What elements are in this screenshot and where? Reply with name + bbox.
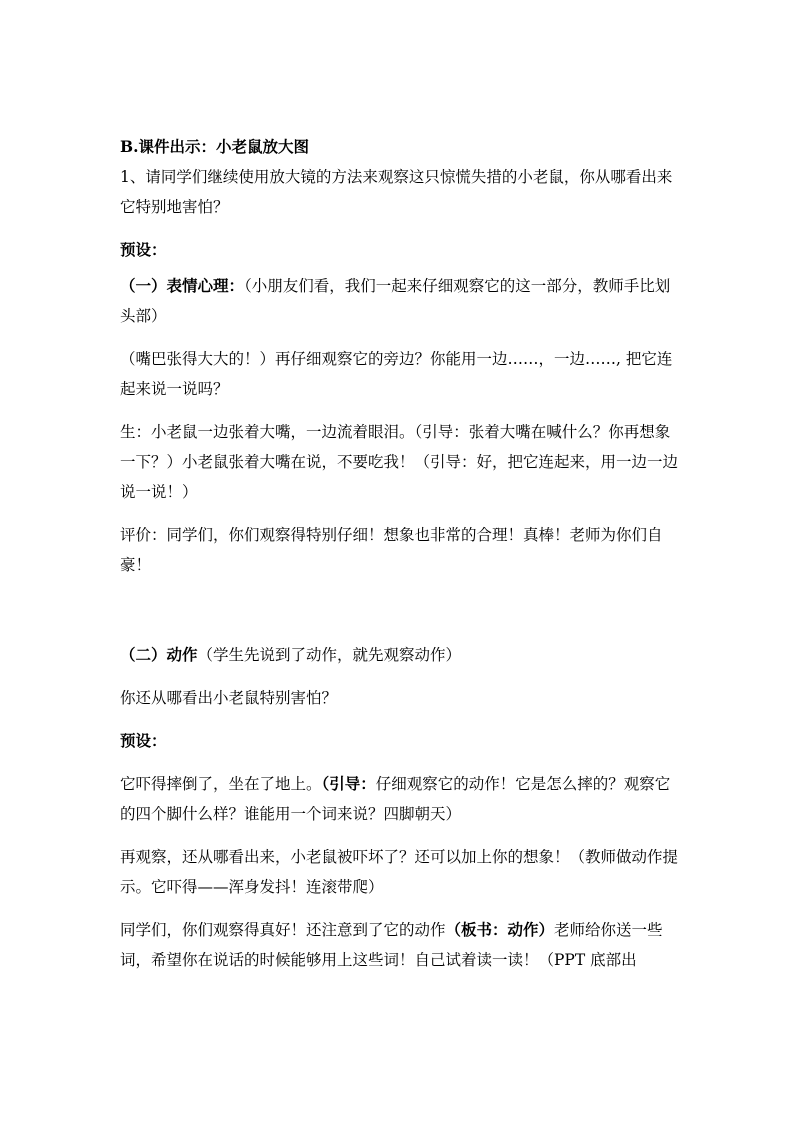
section-heading: B.课件出示：小老鼠放大图 <box>120 137 309 156</box>
summary-text-end: 老师给你送一些词，希望你在说话的时候能够用上这些词！自己试着读一读！（PPT 底部出 <box>120 921 663 969</box>
expression-text: （小朋友们看，我们一起来仔细观察它的这一部分，教师手比划头部） <box>120 277 671 325</box>
action-text: （学生先说到了动作，就先观察动作） <box>197 646 462 664</box>
action-question: 你还从哪看出小老鼠特别害怕？ <box>120 689 338 707</box>
expression-title: （一）表情心理： <box>120 276 245 295</box>
evaluation-paragraph: 评价：同学们，你们观察得特别仔细！想象也非常的合理！真棒！老师为你们自豪！ <box>120 526 663 574</box>
board-note: （板书：动作） <box>445 920 555 939</box>
observe-paragraph: 再观察，还从哪看出来，小老鼠被吓坏了？还可以加上你的想象！（教师做动作提示。它吓得——浑身发抖！连滚带爬） <box>120 848 679 896</box>
question-paragraph: 1、请同学们继续使用放大镜的方法来观察这只惊慌失措的小老鼠，你从哪看出来它特别地害怕？ <box>120 168 673 216</box>
action-paragraph <box>120 640 680 670</box>
expression-paragraph <box>120 271 680 331</box>
fall-paragraph <box>120 769 680 829</box>
summary-paragraph <box>120 915 680 975</box>
document-body <box>120 132 680 975</box>
mouth-paragraph: （嘴巴张得大大的！）再仔细观察它的旁边？你能用一边……，一边……, 把它连起来说一说吗？ <box>120 350 673 398</box>
preset-label-2: 预设： <box>120 731 167 750</box>
fall-text: 它吓得摔倒了，坐在了地上。 <box>120 775 322 793</box>
fall-guide-text: 仔细观察它的动作！它是怎么摔的？观察它的四个脚什么样？谁能用一个词来说？四脚朝天） <box>120 775 671 823</box>
summary-text: 同学们，你们观察得真好！还注意到了它的动作 <box>120 921 446 939</box>
action-title: （二）动作 <box>120 645 198 664</box>
preset-label: 预设： <box>120 240 167 259</box>
fall-guide-label: （引导： <box>321 774 376 793</box>
student-answer-paragraph: 生：小老鼠一边张着大嘴，一边流着眼泪。（引导：张着大嘴在喊什么？你再想象一下？）小老鼠张着大嘴在说，不要吃我！（引导：好，把它连起来，用一边一边说一说！） <box>120 423 679 501</box>
